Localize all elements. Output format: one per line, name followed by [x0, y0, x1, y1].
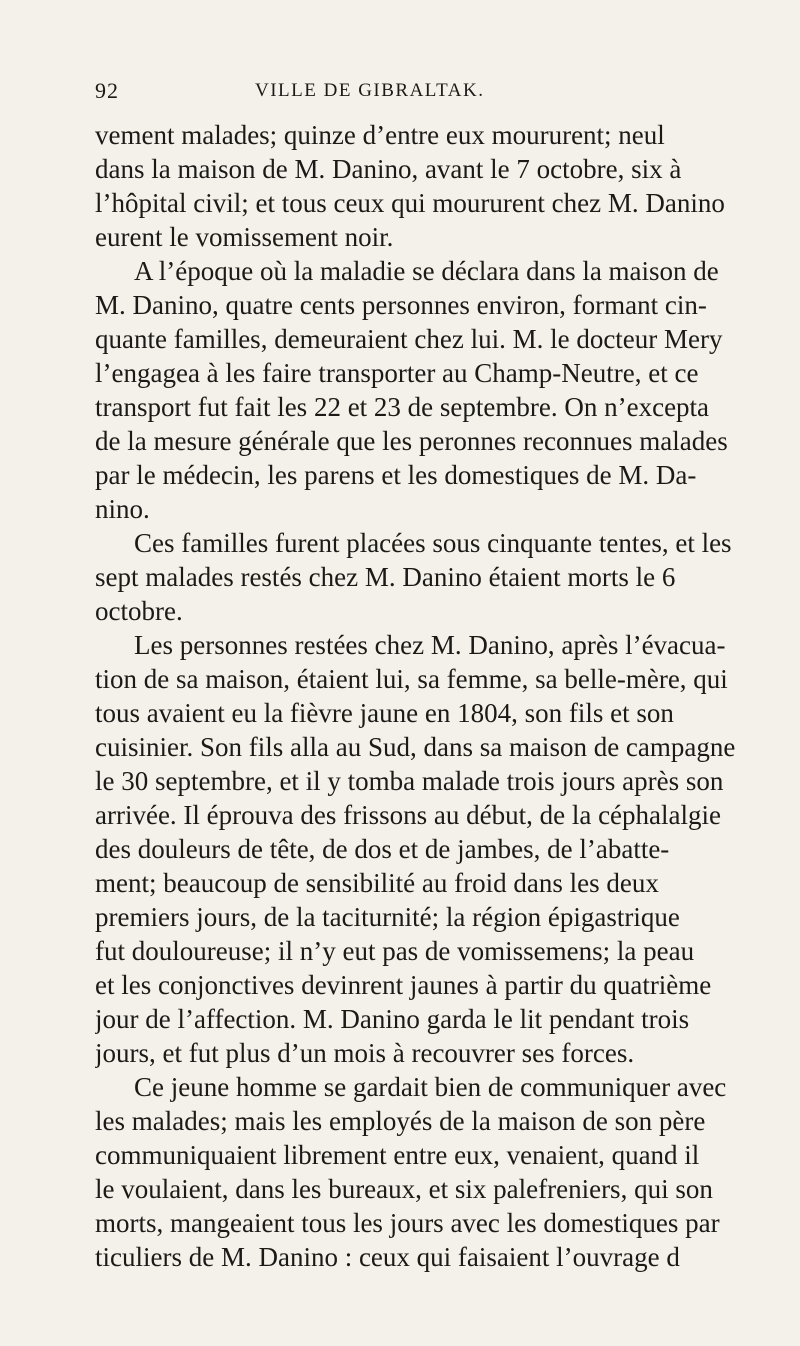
text-line: communiquaient librement entre eux, venaient, quand il [95, 1140, 700, 1170]
text-line: et les conjonctives devinrent jaunes à partir du quatrième [95, 970, 712, 1000]
text-line: tion de sa maison, étaient lui, sa femme, sa belle-mère, qui [95, 664, 728, 694]
text-line: des douleurs de tête, de dos et de jambes, de l’abatte- [95, 834, 670, 864]
page-header [95, 78, 775, 108]
text-line: dans la maison de M. Danino, avant le 7 octobre, six à [95, 154, 682, 184]
text-line: ment; beaucoup de sensibilité au froid dans les deux [95, 868, 659, 898]
text-line: tous avaient eu la fièvre jaune en 1804, son fils et son [95, 698, 674, 728]
text-line: premiers jours, de la taciturnité; la région épigastrique [95, 902, 680, 932]
text-line: Les personnes restées chez M. Danino, après l’évacua- [134, 630, 726, 660]
text-line: Ce jeune homme se gardait bien de communiquer avec [134, 1072, 727, 1102]
text-line: transport fut fait les 22 et 23 de septembre. On n’excepta [95, 392, 710, 422]
text-line: A l’époque où la maladie se déclara dans la maison de [134, 256, 719, 286]
text-line: quante familles, demeuraient chez lui. M. le docteur Mery [95, 324, 723, 354]
text-line: nino. [95, 494, 150, 524]
text-line: par le médecin, les parens et les domestiques de M. Da- [95, 460, 697, 490]
text-line: vement malades; quinze d’entre eux moururent; neul [95, 120, 665, 150]
page-number: 92 [95, 78, 119, 103]
text-line: fut douloureuse; il n’y eut pas de vomissemens; la peau [95, 936, 695, 966]
text-line: octobre. [95, 596, 183, 626]
text-line: le voulaient, dans les bureaux, et six palefreniers, qui son [95, 1174, 713, 1204]
text-line: M. Danino, quatre cents personnes environ, formant cin- [95, 290, 707, 320]
text-line: morts, mangeaient tous les jours avec les domestiques par [95, 1208, 720, 1238]
body-text [95, 118, 800, 1274]
text-line: de la mesure générale que les peronnes reconnues malades [95, 426, 728, 456]
running-head: VILLE DE GIBRALTAK. [255, 80, 485, 101]
text-line: Ces familles furent placées sous cinquante tentes, et les [134, 528, 732, 558]
text-line: jour de l’affection. M. Danino garda le lit pendant trois [95, 1004, 690, 1034]
text-line: eurent le vomissement noir. [95, 222, 394, 252]
text-line: sept malades restés chez M. Danino étaient morts le 6 [95, 562, 676, 592]
text-line: le 30 septembre, et il y tomba malade trois jours après son [95, 766, 724, 796]
text-line: ticuliers de M. Danino : ceux qui faisaient l’ouvrage d [95, 1242, 680, 1272]
text-line: jours, et fut plus d’un mois à recouvrer ses forces. [95, 1038, 635, 1068]
text-line: l’hôpital civil; et tous ceux qui moururent chez M. Danino [95, 188, 725, 218]
text-line: cuisinier. Son fils alla au Sud, dans sa maison de campagne [95, 732, 736, 762]
text-line: l’engagea à les faire transporter au Champ-Neutre, et ce [95, 358, 699, 388]
text-line: les malades; mais les employés de la maison de son père [95, 1106, 706, 1136]
text-line: arrivée. Il éprouva des frissons au début, de la céphalalgie [95, 800, 721, 830]
